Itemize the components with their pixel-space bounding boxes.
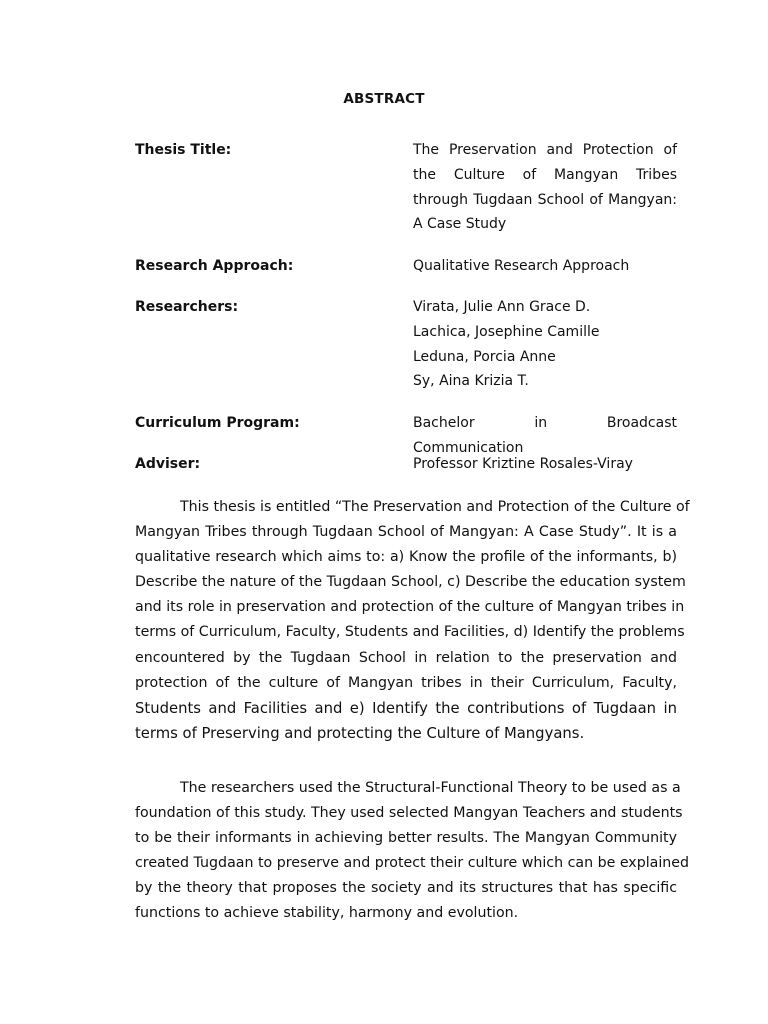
thesis-title-value	[413, 138, 677, 237]
researcher-name: Virata, Julie Ann Grace D.	[413, 299, 591, 315]
abstract-paragraph-1	[135, 495, 690, 746]
paragraph-line: to be their informants in achieving better results. The Mangyan Community	[135, 830, 677, 847]
curriculum-program-label: Curriculum Program:	[135, 415, 300, 431]
paragraph-line: Mangyan Tribes through Tugdaan School of Mangyan: A Case Study”. It is a	[135, 524, 677, 541]
abstract-paragraph-2	[135, 776, 690, 927]
research-approach-value: Qualitative Research Approach	[413, 258, 630, 274]
paragraph-line: terms of Curriculum, Faculty, Students and Facilities, d) Identify the problems	[135, 624, 685, 641]
adviser-label: Adviser:	[135, 456, 201, 472]
paragraph-line: foundation of this study. They used selected Mangyan Teachers and students	[135, 805, 683, 822]
paragraph-line: encountered by the Tugdaan School in relation to the preservation and	[135, 649, 677, 666]
paragraph-line: and its role in preservation and protection of the culture of Mangyan tribes in	[135, 599, 685, 616]
thesis-title-line: through Tugdaan School of Mangyan:	[413, 191, 677, 208]
paragraph-line: functions to achieve stability, harmony and evolution.	[135, 905, 519, 922]
paragraph-line: qualitative research which aims to: a) Know the profile of the informants, b)	[135, 549, 677, 566]
paragraph-line: created Tugdaan to preserve and protect their culture which can be explained	[135, 855, 690, 872]
paragraph-line: protection of the culture of Mangyan tribes in their Curriculum, Faculty,	[135, 674, 677, 691]
thesis-title-line: A Case Study	[413, 216, 507, 233]
researchers-list	[413, 295, 677, 394]
researchers-label: Researchers:	[135, 299, 239, 315]
paragraph-line: This thesis is entitled “The Preservation and Protection of the Culture of	[180, 499, 690, 515]
thesis-title-line: The Preservation and Protection of	[413, 142, 677, 158]
thesis-title-label: Thesis Title:	[135, 142, 232, 158]
paragraph-line: terms of Preserving and protecting the Culture of Mangyans.	[135, 724, 585, 742]
curriculum-program-line: Bachelor in Broadcast	[413, 415, 677, 431]
curriculum-program-line: Communication	[413, 439, 524, 456]
researcher-name: Sy, Aina Krizia T.	[413, 373, 529, 390]
thesis-title-line: the Culture of Mangyan Tribes	[413, 166, 677, 183]
paragraph-line: Describe the nature of the Tugdaan School, c) Describe the education system	[135, 574, 686, 591]
researcher-name: Lachica, Josephine Camille	[413, 323, 600, 340]
paragraph-line: The researchers used the Structural-Functional Theory to be used as a	[180, 780, 681, 796]
paragraph-line: Students and Facilities and e) Identify the contributions of Tugdaan in	[135, 699, 677, 717]
abstract-heading: ABSTRACT	[343, 91, 425, 107]
research-approach-label: Research Approach:	[135, 258, 294, 274]
paragraph-line: by the theory that proposes the society and its structures that has specific	[135, 880, 677, 897]
adviser-value: Professor Kriztine Rosales-Viray	[413, 456, 633, 472]
researcher-name: Leduna, Porcia Anne	[413, 348, 556, 365]
